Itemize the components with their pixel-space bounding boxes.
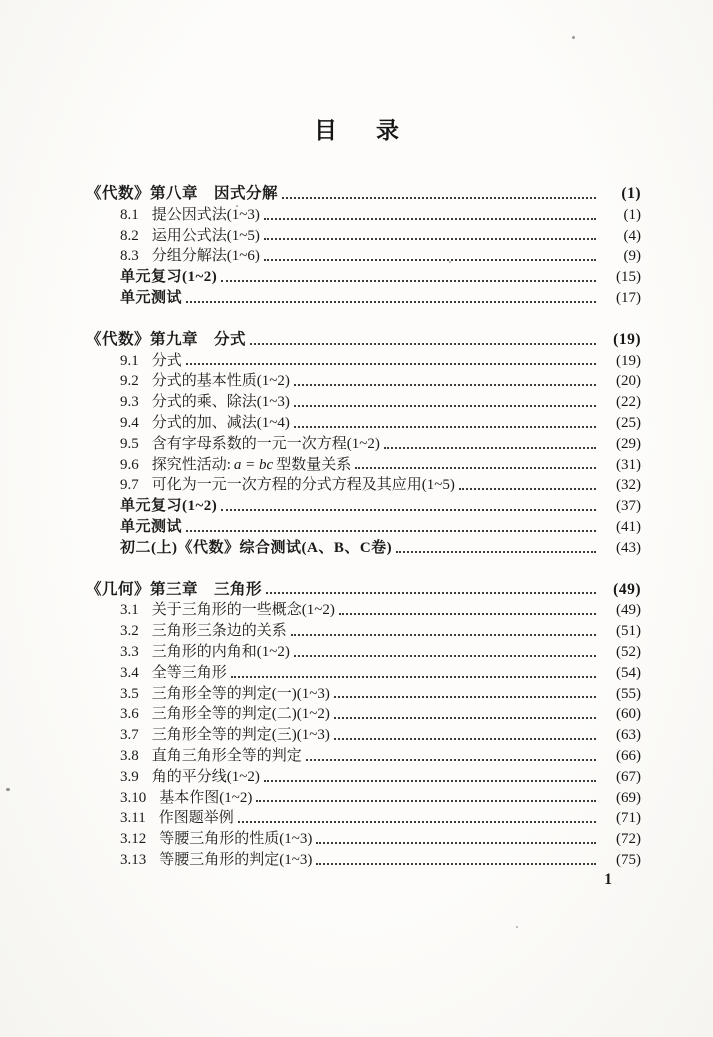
toc-entry-row [86,288,641,309]
toc-entry-row [86,226,641,247]
toc-entry-row [86,496,641,517]
toc-section [86,184,641,309]
page-number: (17) [616,289,641,306]
entry-title: 单元复习(1~2) [120,269,218,286]
scan-speck [236,205,238,207]
dot-leader [186,301,596,303]
dot-leader [459,488,596,490]
page-number: (43) [616,539,641,556]
dot-leader [334,738,596,740]
toc-chapter-row [86,330,641,351]
toc-entry-row [86,850,641,871]
entry-title: 单元复习(1~2) [120,498,218,515]
entry-title: 三角形全等的判定(二)(1~2) [151,706,330,723]
entry-number: 9.7 [120,477,139,494]
page-title: 目 录 [314,118,407,143]
page-number: (20) [616,373,641,390]
dot-leader [264,259,596,261]
entry-number: 3.3 [120,643,139,660]
dot-leader [264,780,596,782]
scan-speck [6,788,10,791]
page-number: (71) [616,810,641,827]
dot-leader [355,467,596,469]
toc-entry-row [86,371,641,392]
dot-leader [294,384,596,386]
toc-section [86,330,641,559]
page-number: (75) [616,851,641,868]
scan-speck [572,36,575,39]
entry-title-tail: 型数量关系 [276,456,352,473]
entry-title: 三角形三条边的关系 [151,623,287,640]
page-number: (32) [616,477,641,494]
toc-entry-row [86,684,641,705]
entry-number: 8.2 [120,227,139,244]
entry-title: 单元测试 [120,518,183,535]
entry-number: 3.10 [120,789,147,806]
page-number: (4) [623,227,641,244]
dot-leader [221,280,596,282]
page-number: (60) [616,706,641,723]
dot-leader [396,551,596,553]
page-number: (29) [616,435,641,452]
entry-number: 3.1 [120,602,139,619]
entry-title: 探究性活动: [151,456,231,473]
entry-number: 9.5 [120,435,139,452]
toc-entry-row [86,829,641,850]
page-number: (49) [616,602,641,619]
entry-number: 3.4 [120,664,139,681]
entry-title: 《代数》第九章 分式 [86,330,247,348]
toc-entry-row [86,767,641,788]
page-number: (1) [623,206,641,223]
entry-title: 直角三角形全等的判定 [151,747,302,764]
dot-leader [334,696,596,698]
entry-title: 基本作图(1~2) [159,789,253,806]
toc-chapter-row [86,184,641,205]
entry-number: 3.5 [120,685,139,702]
page-number: (31) [616,456,641,473]
page-number: (49) [613,580,641,598]
dot-leader [316,842,596,844]
entry-number: 9.6 [120,456,139,473]
toc [86,184,641,871]
dot-leader [250,343,596,345]
toc-entry-row [86,808,641,829]
toc-entry-row [86,663,641,684]
entry-title: 分式的基本性质(1~2) [151,373,290,390]
page-number: (51) [616,623,641,640]
entry-title: 等腰三角形的判定(1~3) [159,851,313,868]
dot-leader [264,218,596,220]
dot-leader [294,405,596,407]
toc-section [86,580,641,871]
scan-speck [516,926,518,928]
toc-entry-row [86,621,641,642]
toc-entry-row [86,746,641,767]
entry-number: 3.9 [120,768,139,785]
entry-number: 9.2 [120,373,139,390]
entry-title: 三角形全等的判定(一)(1~3) [151,685,330,702]
page-number: (22) [616,394,641,411]
entry-title: 关于三角形的一些概念(1~2) [151,602,335,619]
entry-number: 3.7 [120,727,139,744]
page-number: (52) [616,643,641,660]
page-number: (66) [616,747,641,764]
dot-leader [186,530,596,532]
entry-title: 可化为一元一次方程的分式方程及其应用(1~5) [151,477,455,494]
page-number: (63) [616,727,641,744]
toc-entry-row [86,475,641,496]
dot-leader [266,592,596,594]
toc-entry-row [86,205,641,226]
dot-leader [339,613,596,615]
entry-number: 3.2 [120,623,139,640]
page-number: (67) [616,768,641,785]
entry-number: 9.4 [120,414,139,431]
scan-speck [449,261,451,263]
toc-entry-row [86,725,641,746]
dot-leader [294,655,596,657]
page-number: (72) [616,831,641,848]
entry-title: 角的平分线(1~2) [151,768,260,785]
entry-title: 全等三角形 [151,664,227,681]
toc-entry-row [86,246,641,267]
toc-entry-row [86,455,641,476]
dot-leader [221,509,596,511]
entry-math: a = bc [233,456,274,473]
toc-entry-row [86,267,641,288]
toc-entry-row [86,392,641,413]
entry-number: 8.3 [120,248,139,265]
page-number: (69) [616,789,641,806]
entry-title: 分组分解法(1~6) [151,248,260,265]
dot-leader [291,634,596,636]
entry-title: 分式的乘、除法(1~3) [151,394,290,411]
entry-title: 运用公式法(1~5) [151,227,260,244]
page-number: (19) [613,330,641,348]
entry-title: 单元测试 [120,289,183,306]
toc-chapter-row [86,580,641,601]
toc-entry-row [86,704,641,725]
page-number: (1) [621,185,641,202]
entry-title: 三角形的内角和(1~2) [151,643,290,660]
entry-title: 初二(上)《代数》综合测试(A、B、C卷) [120,539,393,556]
dot-leader [334,717,596,719]
page-number: (15) [616,269,641,286]
entry-number: 3.11 [120,810,146,827]
entry-number: 3.13 [120,851,147,868]
entry-title: 三角形全等的判定(三)(1~3) [151,727,330,744]
page-number: (25) [616,414,641,431]
entry-title: 提公因式法(1~3) [151,206,260,223]
entry-number: 9.3 [120,394,139,411]
page-number: (9) [623,248,641,265]
entry-number: 8.1 [120,206,139,223]
entry-number: 3.12 [120,831,147,848]
dot-leader [282,197,596,199]
entry-title: 等腰三角形的性质(1~3) [159,831,313,848]
page-number: (37) [616,498,641,515]
entry-title: 分式的加、减法(1~4) [151,414,290,431]
toc-entry-row [86,351,641,372]
entry-title: 分式 [151,352,182,369]
page-number: (41) [616,518,641,535]
entry-number: 3.6 [120,706,139,723]
page-number: (55) [616,685,641,702]
entry-number: 3.8 [120,747,139,764]
dot-leader [264,238,596,240]
toc-entry-row [86,517,641,538]
toc-entry-row [86,538,641,559]
page-number: (19) [616,352,641,369]
dot-leader [238,821,596,823]
toc-entry-row [86,642,641,663]
entry-title: 《代数》第八章 因式分解 [86,185,279,202]
footer-page-number: 1 [604,871,612,888]
dot-leader [384,447,596,449]
entry-title: 作图题举例 [158,810,234,827]
toc-entry-row [86,788,641,809]
dot-leader [294,426,596,428]
entry-number: 9.1 [120,352,139,369]
entry-title: 《几何》第三章 三角形 [86,580,263,598]
toc-entry-row [86,600,641,621]
toc-entry-row [86,434,641,455]
entry-title: 含有字母系数的一元一次方程(1~2) [151,435,380,452]
dot-leader [306,759,596,761]
dot-leader [316,863,596,865]
dot-leader [231,676,596,678]
page-number: (54) [616,664,641,681]
dot-leader [186,363,596,365]
toc-entry-row [86,413,641,434]
dot-leader [256,800,596,802]
